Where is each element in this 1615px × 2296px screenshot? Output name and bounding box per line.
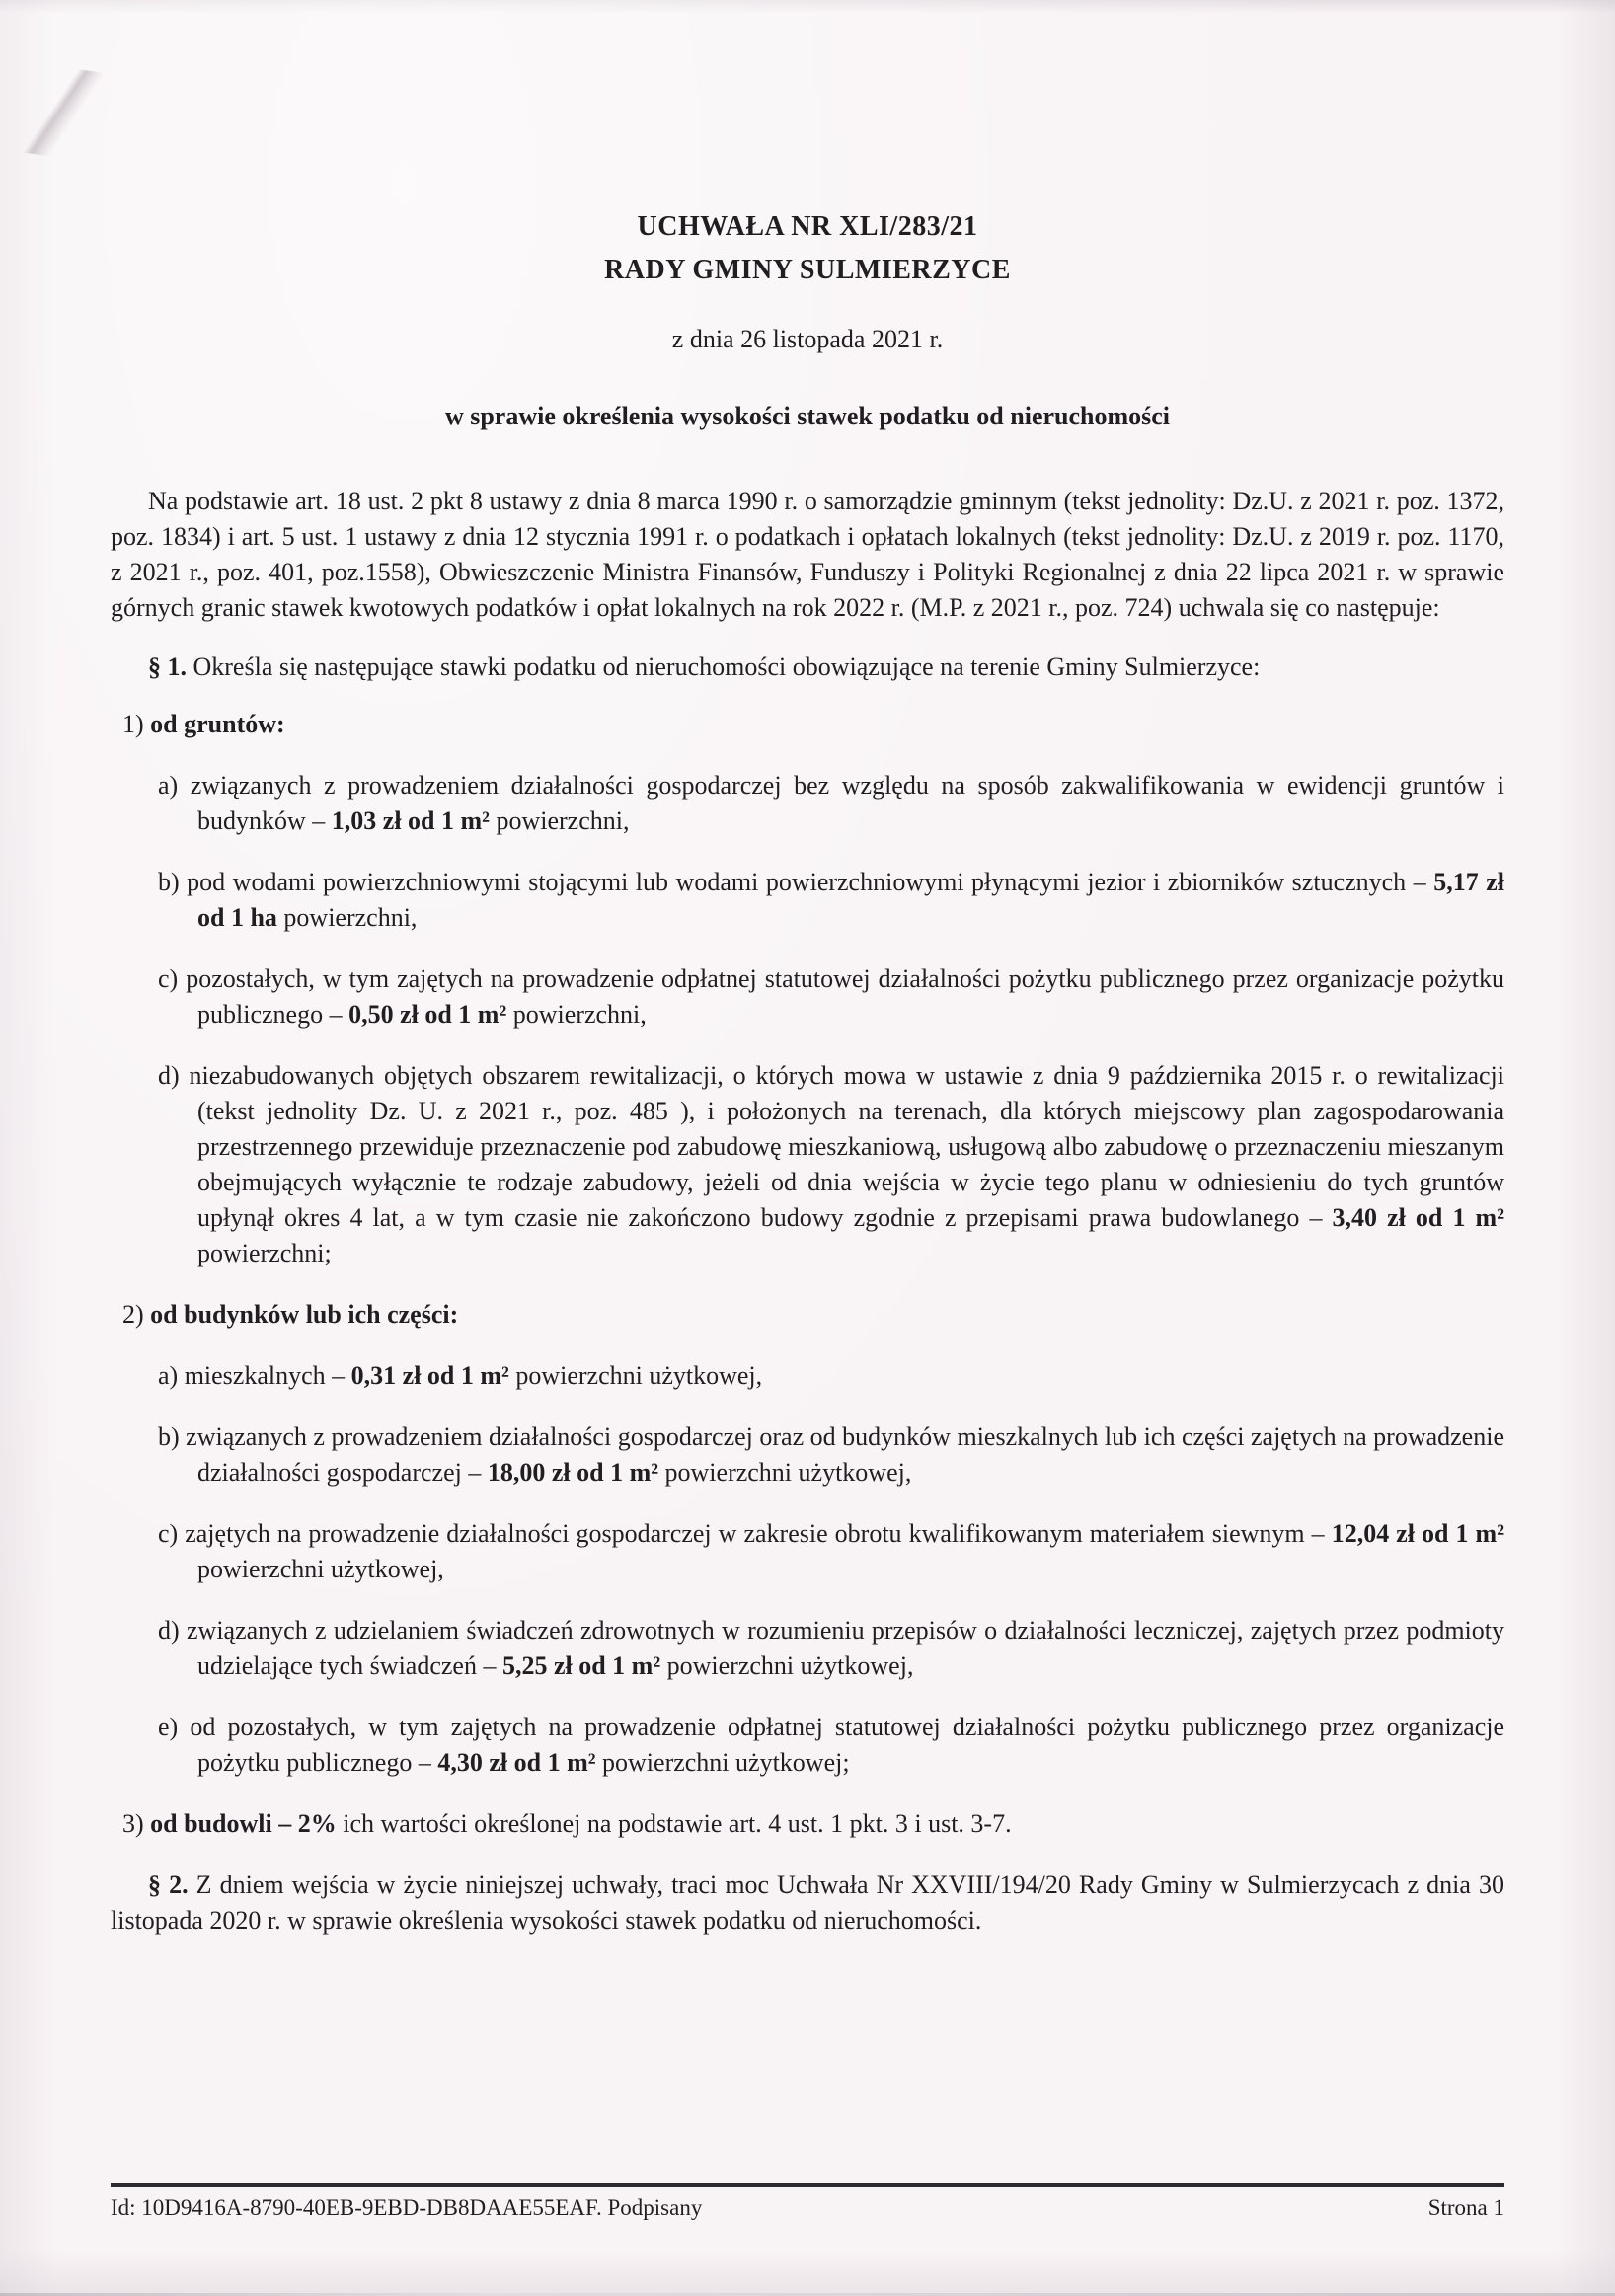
resolution-number-title: UCHWAŁA NR XLI/283/21 [637, 211, 978, 242]
legal-basis-paragraph: Na podstawie art. 18 ust. 2 pkt 8 ustawy z dnia 8 marca 1990 r. o samorządzie gminnym (tekst jednolity: Dz.U. z 2021 r. poz. 1372, poz. 1834) i art. 5 ust. 1 ustawy z dnia 12 stycznia 1991 r. o podatkach i opłatach lokalnych (tekst jednolity: Dz.U. z 2019 r. poz. 1170, z 2021 r., poz. 401, poz.1558), Obwieszczenie Ministra Finansów, Funduszy i Polityki Regionalnej z dnia 22 lipca 2021 r. w sprawie górnych granic stawek kwotowych podatków i opłat lokalnych na rok 2022 r. (M.P. z 2021 r., poz. 724) uchwala się co następuje: [111, 487, 1504, 622]
paragraph-2: § 2. Z dniem wejścia w życie niniejszej uchwały, traci moc Uchwała Nr XXVIII/194/20 Rady Gminy w Sulmierzycach z dnia 30 listopada 2020 r. w sprawie określenia wysokości stawek podatku od nieruchomości. [111, 1871, 1505, 1935]
scan-smudge-artifact [19, 62, 105, 163]
list-item-2e: e) od pozostałych, w tym zajętych na prowadzenie odpłatnej statutowej działalności pożytku publicznego przez organizacje pożytku publicznego – 4,30 zł od 1 m² powierzchni użytkowej; [158, 1713, 1504, 1777]
list-item-2d: d) związanych z udzielaniem świadczeń zdrowotnych w rozumieniu przepisów o działalności leczniczej, zajętych przez podmioty udzielające tych świadczeń – 5,25 zł od 1 m² powierzchni użytkowej, [158, 1616, 1504, 1680]
list-item-1b: b) pod wodami powierzchniowymi stojącymi lub wodami powierzchniowymi płynącymi jezior i zbiorników sztucznych – 5,17 zł od 1 ha powierzchni, [158, 868, 1504, 932]
issuing-body-title: RADY GMINY SULMIERZYCE [604, 255, 1011, 285]
page-footer [111, 2183, 1504, 2221]
list-item-3: 3) od budowli – 2% ich wartości określonej na podstawie art. 4 ust. 1 pkt. 3 i ust. 3-7. [122, 1809, 1012, 1838]
document-id-text: Id: 10D9416A-8790-40EB-9EBD-DB8DAAE55EAF. Podpisany [111, 2195, 703, 2220]
footer-divider [111, 2183, 1504, 2187]
list-item-1a: a) związanych z prowadzeniem działalności gospodarczej bez względu na sposób zakwalifikowania w ewidencji gruntów i budynków – 1,03 zł od 1 m² powierzchni, [158, 771, 1504, 835]
list-item-2b: b) związanych z prowadzeniem działalności gospodarczej oraz od budynków mieszkalnych lub ich części zajętych na prowadzenie działalności gospodarczej – 18,00 zł od 1 m² powierzchni użytkowej, [158, 1422, 1504, 1487]
document-content [111, 205, 1504, 1939]
list-item-2-header: 2) od budynków lub ich części: [122, 1300, 459, 1329]
resolution-date: z dnia 26 listopada 2021 r. [671, 325, 944, 353]
list-item-1c: c) pozostałych, w tym zajętych na prowadzenie odpłatnej statutowej działalności pożytku publicznego przez organizacje pożytku publicznego – 0,50 zł od 1 m² powierzchni, [158, 964, 1504, 1029]
paragraph-1-intro: § 1. Określa się następujące stawki podatku od nieruchomości obowiązujące na terenie Gminy Sulmierzyce: [148, 652, 1261, 681]
list-item-2a: a) mieszkalnych – 0,31 zł od 1 m² powierzchni użytkowej, [158, 1361, 763, 1390]
page-number: Strona 1 [1427, 2195, 1504, 2220]
resolution-subject: w sprawie określenia wysokości stawek podatku od nieruchomości [444, 402, 1171, 430]
list-item-1-header: 1) od gruntów: [122, 710, 285, 738]
list-item-2c: c) zajętych na prowadzenie działalności gospodarczej w zakresie obrotu kwalifikowanym materiałem siewnym – 12,04 zł od 1 m² powierzchni użytkowej, [158, 1519, 1504, 1583]
list-item-1d: d) niezabudowanych objętych obszarem rewitalizacji, o których mowa w ustawie z dnia 9 października 2015 r. o rewitalizacji (tekst jednolity Dz. U. z 2021 r., poz. 485 ), i położonych na terenach, dla których miejscowy plan zagospodarowania przestrzennego przewiduje przeznaczenie pod zabudowę mieszkaniową, usługową albo zabudowę o przeznaczeniu mieszanym obejmujących wyłącznie te rodzaje zabudowy, jeżeli od dnia wejścia w życie tego planu w odniesieniu do tych gruntów upłynął okres 4 lat, a w tym czasie nie zakończono budowy zgodnie z przepisami prawa budowlanego – 3,40 zł od 1 m² powierzchni; [158, 1061, 1504, 1267]
